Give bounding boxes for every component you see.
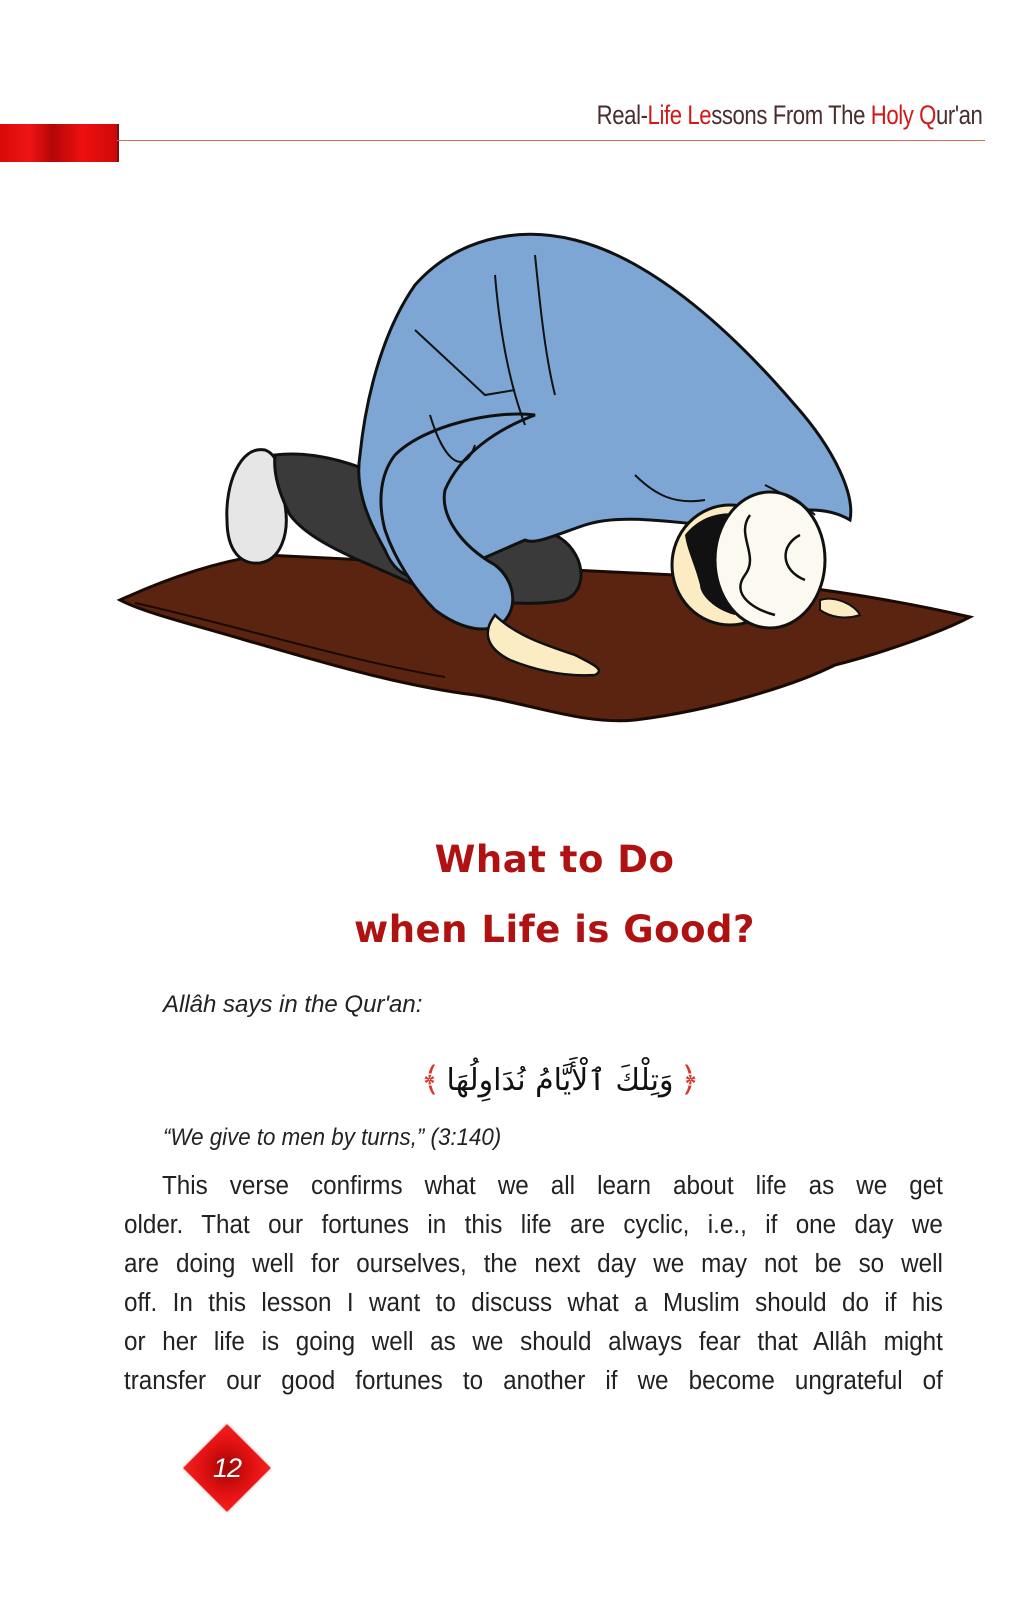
running-title-segment: ur'an <box>935 100 982 130</box>
running-title-segment: Q <box>918 100 936 130</box>
body-paragraph <box>124 1167 943 1401</box>
ornate-bracket-right: ﴾ <box>420 1061 441 1099</box>
page-number: 12 <box>212 1453 242 1483</box>
running-title-segment: Le <box>686 100 711 130</box>
verse-translation: “We give to men by turns,” (3:140) <box>163 1124 502 1151</box>
section-heading-line-2: when Life is Good? <box>354 908 755 951</box>
paragraph-line: older. That our fortunes in this life are cyclic, i.e., if one day we <box>124 1211 943 1239</box>
prostration-illustration <box>115 215 985 750</box>
running-title-segment: Holy <box>870 100 913 130</box>
running-title-segment <box>681 100 687 130</box>
arabic-verse-text: وَتِلْكَ ٱلْأَيَّامُ نُدَاوِلُهَا <box>446 1062 674 1098</box>
paragraph-line: are doing well for ourselves, the next day we may not be so well <box>124 1250 943 1278</box>
running-title-segment: Real- <box>596 100 648 130</box>
paragraph-line: or her life is going well as we should always fear that Allâh might <box>124 1328 943 1356</box>
header-red-tab <box>0 124 119 162</box>
paragraph-line: This verse confirms what we all learn about life as we get <box>162 1172 943 1200</box>
ornate-bracket-left: ﴿ <box>679 1061 700 1099</box>
header-rule <box>117 140 985 141</box>
quran-verse <box>400 1055 720 1105</box>
running-title-segment <box>913 100 919 130</box>
running-title-segment: Life <box>647 100 682 130</box>
running-title-segment: ssons From The <box>710 100 871 130</box>
paragraph-line: transfer our good fortunes to another if we become ungrateful of <box>124 1367 943 1395</box>
intro-text: Allâh says in the Qur'an: <box>163 991 423 1018</box>
prayer-cap <box>715 492 825 628</box>
running-title <box>596 100 982 131</box>
paragraph-line: off. In this lesson I want to discuss what a Muslim should do if his <box>124 1289 943 1317</box>
section-heading-line-1: What to Do <box>434 838 675 881</box>
